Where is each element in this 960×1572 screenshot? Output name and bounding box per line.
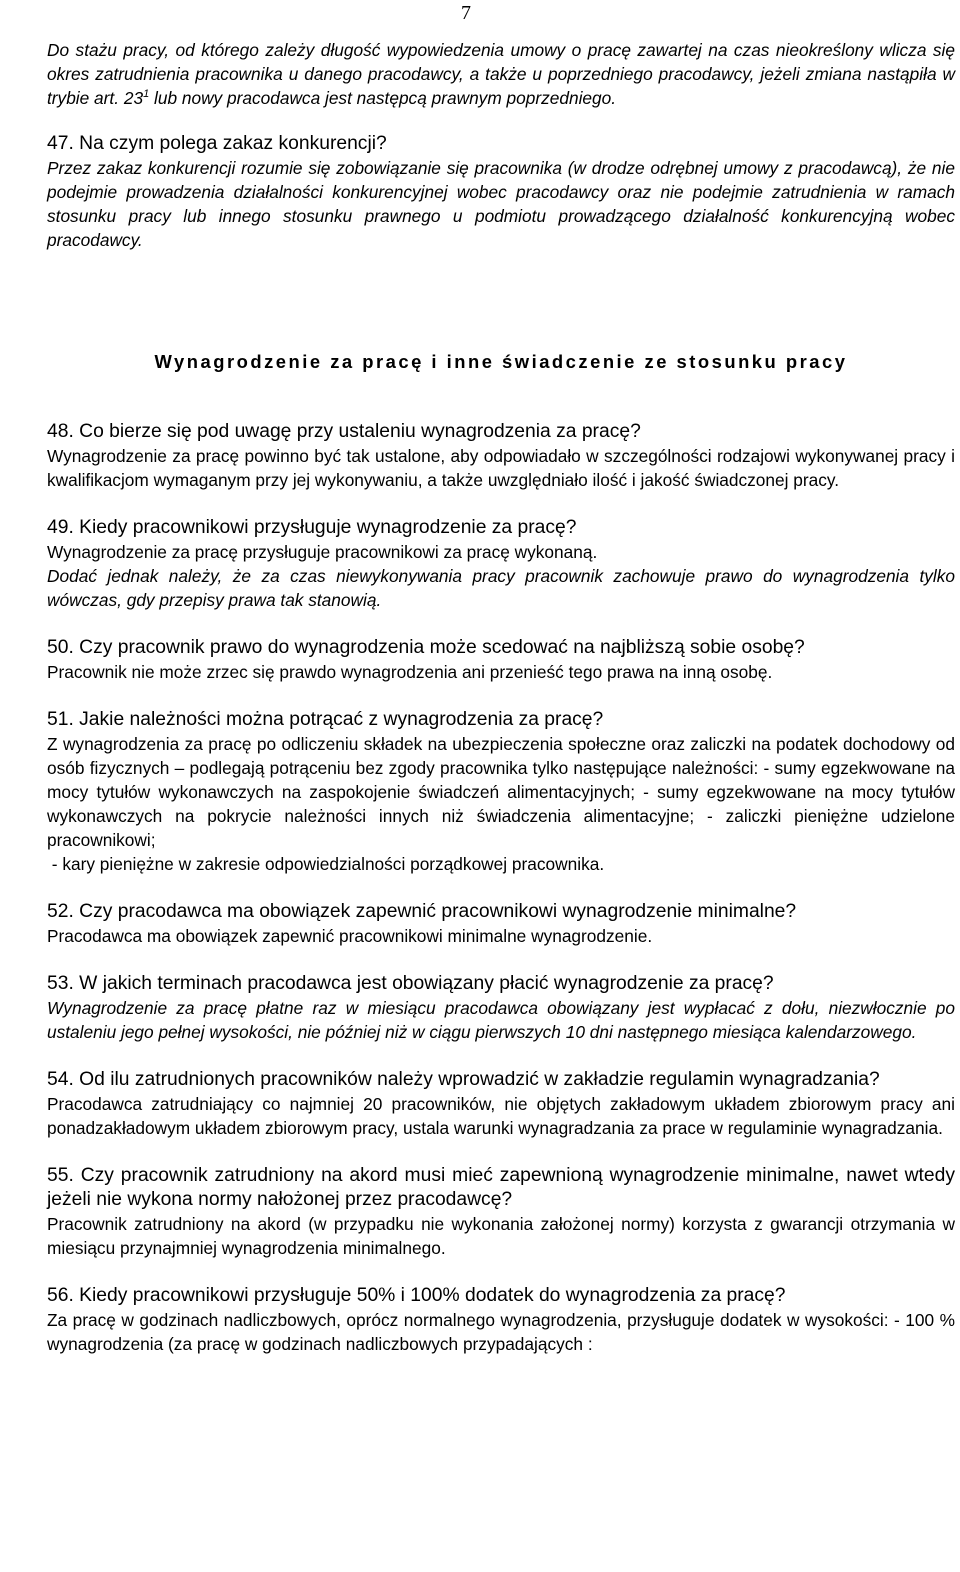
answer-51-last: - kary pieniężne w zakresie odpowiedzialności porządkowej pracownika.: [47, 854, 605, 874]
question-54: 54. Od ilu zatrudnionych pracowników należy wprowadzić w zakładzie regulamin wynagradzania?: [47, 1069, 880, 1090]
question-49: 49. Kiedy pracownikowi przysługuje wynagrodzenie za pracę?: [47, 517, 577, 538]
answer-55: Pracownik zatrudniony na akord (w przypadku nie wykonania założonej normy) korzysta z gwarancji otrzymania w miesiącu przynajmniej wynagrodzenia minimalnego.: [47, 1214, 955, 1258]
question-51: 51. Jakie należności można potrącać z wynagrodzenia za pracę?: [47, 709, 604, 730]
answer-52: Pracodawca ma obowiązek zapewnić pracownikowi minimalne wynagrodzenie.: [47, 926, 653, 946]
answer-51: Z wynagrodzenia za pracę po odliczeniu składek na ubezpieczenia społeczne oraz zaliczki na podatek dochodowy od osób fizycznych – podlegają potrąceniu bez zgody pracownika tylko następujące należności: - sumy egzekwowane na mocy tytułów wykonawczych na zaspokojenie świadczeń alimentacyjnych; - sumy egzekwowane na mocy tytułów wykonawczych na pokrycie należności innych niż świadczenia alimentacyjne; - zaliczki pieniężne udzielone pracownikowi;: [47, 734, 955, 850]
section-heading: Wynagrodzenie za pracę i inne świadczenie ze stosunku pracy: [154, 351, 848, 372]
document-body: [47, 38, 955, 1356]
answer-47: Przez zakaz konkurencji rozumie się zobowiązanie się pracownika (w drodze odrębnej umowy z pracodawcą), że nie podejmie prowadzenia działalności konkurencyjnej wobec pracodawcy oraz nie podejmie zatrudnienia w ramach stosunku pracy lub innego stosunku prawnego u podmiotu prowadzącego działalność konkurencyjną wobec pracodawcy.: [47, 158, 955, 250]
question-55: 55. Czy pracownik zatrudniony na akord musi mieć zapewnioną wynagrodzenie minimalne, nawet wtedy jeżeli nie wykona normy nałożonej przez pracodawcę?: [47, 1165, 955, 1210]
question-48: 48. Co bierze się pod uwagę przy ustaleniu wynagrodzenia za pracę?: [47, 421, 641, 442]
question-47: 47. Na czym polega zakaz konkurencji?: [47, 133, 387, 154]
question-53: 53. W jakich terminach pracodawca jest obowiązany płacić wynagrodzenie za pracę?: [47, 973, 774, 994]
intro-superscript: 1: [143, 88, 150, 101]
answer-56: Za pracę w godzinach nadliczbowych, oprócz normalnego wynagrodzenia, przysługuje dodatek w wysokości: - 100 % wynagrodzenia (za pracę w godzinach nadliczbowych przypadających :: [47, 1310, 955, 1354]
answer-48: Wynagrodzenie za pracę powinno być tak ustalone, aby odpowiadało w szczególności rodzajowi wykonywanej pracy i kwalifikacjom wymaganym przy jej wykonywaniu, a także uwzględniało ilość i jakość świadczonej pracy.: [47, 446, 955, 490]
question-52: 52. Czy pracodawca ma obowiązek zapewnić pracownikowi wynagrodzenie minimalne?: [47, 901, 797, 922]
intro-text: Do stażu pracy, od którego zależy długość wypowiedzenia umowy o pracę zawartej na czas nieokreślony wlicza się okres zatrudnienia pracownika u danego pracodawcy, a także u poprzedniego pracodawcy, jeżeli zmiana nastąpiła w trybie art. 23: [47, 40, 955, 108]
answer-54: Pracodawca zatrudniający co najmniej 20 pracowników, nie objętych zakładowym układem zbiorowym pracy ani ponadzakładowym układem zbiorowym pracy, ustala warunki wynagradzania za prace w regulaminie wynagradzania.: [47, 1094, 955, 1138]
answer-49: Wynagrodzenie za pracę przysługuje pracownikowi za pracę wykonaną.: [47, 542, 598, 562]
page-number: 7: [461, 2, 471, 24]
intro-text-end: lub nowy pracodawca jest następcą prawnym poprzedniego.: [149, 88, 617, 108]
answer-50: Pracownik nie może zrzec się prawdo wynagrodzenia ani przenieść tego prawa na inną osobę.: [47, 662, 773, 682]
question-56: 56. Kiedy pracownikowi przysługuje 50% i 100% dodatek do wynagrodzenia za pracę?: [47, 1285, 786, 1306]
intro-paragraph: [47, 38, 955, 110]
answer-49-note: Dodać jednak należy, że za czas niewykonywania pracy pracownik zachowuje prawo do wynagrodzenia tylko wówczas, gdy przepisy prawa tak stanowią.: [47, 566, 955, 610]
question-50: 50. Czy pracownik prawo do wynagrodzenia może scedować na najbliższą sobie osobę?: [47, 637, 805, 658]
answer-53: Wynagrodzenie za pracę płatne raz w miesiącu pracodawca obowiązany jest wypłacać z dołu, niezwłocznie po ustaleniu jego pełnej wysokości, nie później niż w ciągu pierwszych 10 dni następnego miesiąca kalendarzowego.: [47, 998, 955, 1042]
